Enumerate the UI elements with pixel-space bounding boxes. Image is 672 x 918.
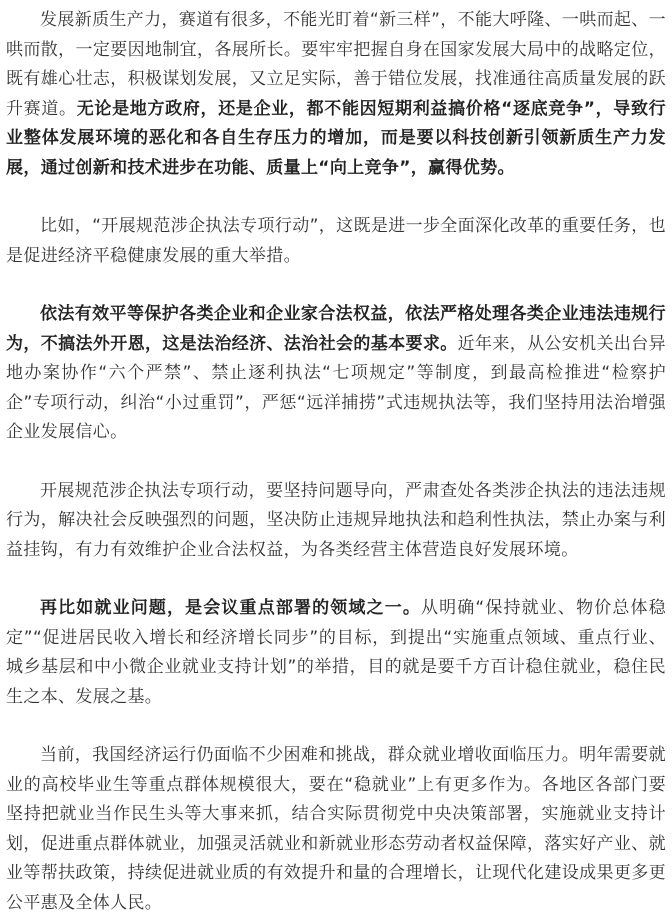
paragraph-3-text: 近年来，从公安机关出台异地办案协作“六个严禁”、禁止逐利执法“七项规定”等制度，到最高检推进“检察护企”专项行动，纠治“小过重罚”，严惩“远洋捕捞”式违规执法等，我们坚持用法治增强企业发展信心。 — [6, 333, 666, 442]
paragraph-5 — [6, 594, 666, 712]
paragraph-6 — [6, 741, 666, 918]
paragraph-6-text: 当前，我国经济运行仍面临不少困难和挑战，群众就业增收面临压力。明年需要就业的高校毕业生等重点群体规模很大，要在“稳就业”上有更多作为。各地区各部门要坚持把就业当作民生头等大事来抓，结合实际贯彻党中央决策部署，实施就业支持计划，促进重点群体就业，加强灵活就业和新就业形态劳动者权益保障，落实好产业、就业等帮扶政策，持续促进就业质的有效提升和量的合理增长，让现代化建设成果更多更公平惠及全体人民。 — [6, 745, 666, 913]
paragraph-1 — [6, 6, 666, 183]
paragraph-1-emphasis: 无论是地方政府，还是企业，都不能因短期利益搞价格“逐底竞争”，导致行业整体发展环境的恶化和各自生存压力的增加，而是要以科技创新引领新质生产力发展，通过创新和技术进步在功能、质量上“向上竞争”，赢得优势。 — [6, 98, 666, 178]
paragraph-1-text: 发展新质生产力，赛道有很多，不能光盯着“新三样”，不能大呼隆、一哄而起、一哄而散，一定要因地制宜，各展所长。要牢牢把握自身在国家发展大局中的战略定位，既有雄心壮志，积极谋划发展，又立足实际，善于错位发展，找准通往高质量发展的跃升赛道。 — [6, 10, 666, 119]
paragraph-5-emphasis: 再比如就业问题，是会议重点部署的领域之一。 — [40, 598, 421, 618]
paragraph-2 — [6, 212, 666, 271]
paragraph-3 — [6, 300, 666, 448]
paragraph-2-text: 比如，“开展规范涉企执法专项行动”，这既是进一步全面深化改革的重要任务，也是促进经济平稳健康发展的重大举措。 — [6, 216, 666, 266]
paragraph-4-text: 开展规范涉企执法专项行动，要坚持问题导向，严肃查处各类涉企执法的违法违规行为，解决社会反映强烈的问题，坚决防止违规异地执法和趋利性执法，禁止办案与利益挂钩，有力有效维护企业合法权益，为各类经营主体营造良好发展环境。 — [6, 480, 666, 560]
paragraph-3-emphasis: 依法有效平等保护各类企业和企业家合法权益，依法严格处理各类企业违法违规行为，不搞法外开恩，这是法治经济、法治社会的基本要求。 — [6, 304, 666, 354]
paragraph-5-text: 从明确“保持就业、物价总体稳定”“促进居民收入增长和经济增长同步”的目标，到提出“实施重点领域、重点行业、城乡基层和中小微企业就业支持计划”的举措，目的就是要千方百计稳住就业，稳住民生之本、发展之基。 — [6, 598, 666, 707]
paragraph-4 — [6, 477, 666, 566]
